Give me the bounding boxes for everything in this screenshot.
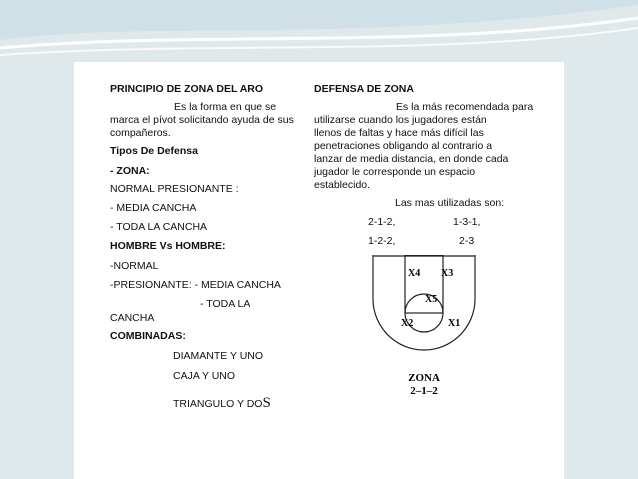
player-x5-label: X5 (425, 294, 438, 305)
left-heading: PRINCIPIO DE ZONA DEL ARO (110, 83, 264, 95)
zona-131: 1-3-1, (453, 216, 481, 228)
zona-122: 1-2-2, (368, 235, 396, 247)
right-para-line6: jugador le corresponde un espacio (314, 166, 476, 178)
hombre-heading: HOMBRE Vs HOMBRE: (110, 240, 226, 252)
combinadas-heading: COMBINADAS: (110, 330, 186, 342)
player-x1-label: X1 (448, 318, 461, 329)
diagram-caption-line1: ZONA (408, 372, 440, 384)
left-intro-line1: Es la forma en que se (174, 101, 277, 113)
player-x3-label: X3 (441, 268, 454, 279)
tipos-heading: Tipos De Defensa (110, 145, 198, 157)
toda-la-item: - TODA LA (200, 298, 251, 310)
presionante-item: -PRESIONANTE: - MEDIA CANCHA (110, 279, 281, 291)
left-intro-line2: marca el pívot solicitando ayuda de sus (110, 114, 294, 126)
zona-heading: - ZONA: (110, 165, 150, 177)
cancha-item: CANCHA (110, 312, 155, 324)
right-para-line4: penetraciones obligando al contrario a (314, 140, 493, 152)
left-intro-line3: compañeros. (110, 127, 171, 139)
triangulo-last-letter: S (262, 395, 271, 411)
right-para-line1: Es la más recomendada para (396, 101, 534, 113)
right-heading: DEFENSA DE ZONA (314, 83, 414, 95)
zona-23: 2-3 (459, 235, 475, 247)
right-para-line5: lanzar de media distancia, en donde cada (314, 153, 509, 165)
toda-cancha: - TODA LA CANCHA (110, 221, 208, 233)
normal-presionante: NORMAL PRESIONANTE : (110, 183, 239, 195)
player-x4-label: X4 (408, 268, 421, 279)
zone-defense-court-diagram (361, 255, 487, 401)
player-x2-label: X2 (401, 318, 414, 329)
triangulo-item: TRIANGULO Y DOS (173, 395, 271, 411)
right-para-line3: llenos de faltas y hace más difícil las (314, 127, 484, 139)
normal-item: -NORMAL (110, 260, 159, 272)
caja-item: CAJA Y UNO (173, 370, 236, 382)
media-cancha: - MEDIA CANCHA (110, 202, 197, 214)
diagram-caption-line2: 2–1–2 (410, 385, 438, 397)
zona-212: 2-1-2, (368, 216, 396, 228)
right-para-line7: establecido. (314, 179, 371, 191)
mas-utilizadas: Las mas utilizadas son: (395, 197, 505, 209)
diamante-item: DIAMANTE Y UNO (173, 350, 264, 362)
header-swoosh-decoration (0, 0, 638, 70)
right-para-line2: utilizarse cuando los jugadores están (314, 114, 487, 126)
